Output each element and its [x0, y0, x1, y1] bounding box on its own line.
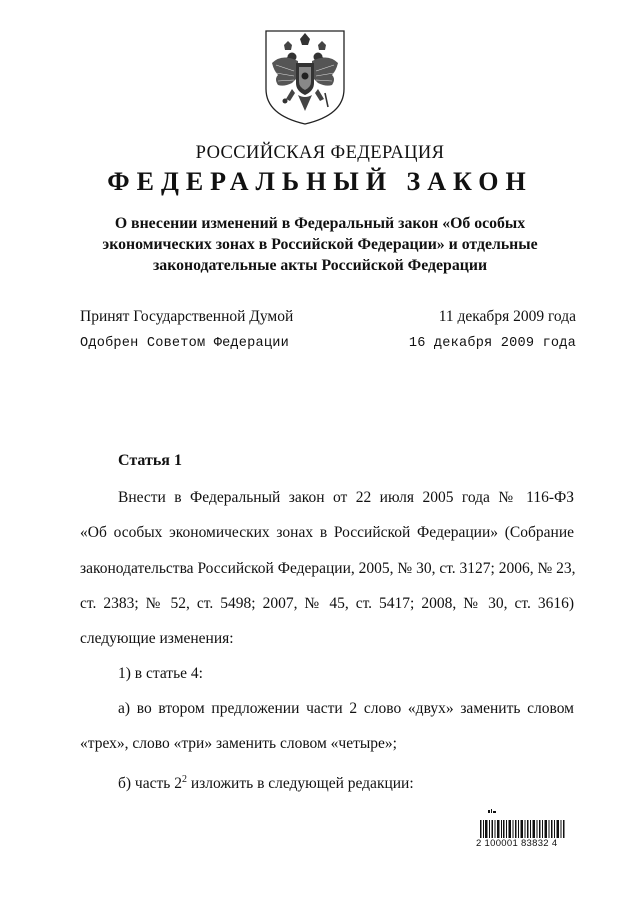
article-intro-paragraph [80, 480, 574, 656]
law-title-line: О внесении изменений в Федеральный закон «Об особых [114, 215, 526, 232]
article-heading: Статья 1 [118, 452, 182, 469]
item-a [80, 691, 574, 762]
approval-council-date: 16 декабря 2009 года [408, 336, 576, 351]
country-name: РОССИЙСКАЯ ФЕДЕРАЦИЯ [195, 143, 445, 163]
law-title-line: законодательные акты Российской Федерации [152, 257, 488, 274]
law-title [100, 213, 540, 276]
item-1-text: 1) в статье 4: [118, 665, 203, 682]
adoption-duma-label: Принят Государственной Думой [80, 308, 294, 325]
coat-of-arms-emblem [262, 27, 348, 127]
approval-council-row [80, 336, 576, 356]
item-a-line: а) во втором предложении части 2 слово «двух» заменить словом [118, 700, 574, 717]
paragraph-line: Внести в Федеральный закон от 22 июля 2005 года № 116-ФЗ [118, 489, 574, 506]
paragraph-line: следующие изменения: [80, 630, 234, 648]
adoption-duma-date: 11 декабря 2009 года [438, 308, 576, 325]
item-b-suffix: изложить в следующей редакции: [186, 775, 414, 793]
approval-council-label: Одобрен Советом Федерации [80, 336, 289, 351]
item-b-line [80, 762, 574, 797]
paragraph-line: законодательства Российской Федерации, 2005, № 30, ст. 3127; 2006, № 23, [80, 559, 576, 577]
item-b-prefix: б) часть 2 [118, 775, 182, 793]
law-title-line: экономических зонах в Российской Федерации» и отдельные [102, 236, 538, 253]
item-a-line: «трех», слово «три» заменить словом «четыре»; [80, 735, 397, 753]
item-b-superscript: 2 [181, 774, 187, 785]
item-b [80, 762, 574, 797]
paragraph-line: ст. 2383; № 52, ст. 5498; 2007, № 45, ст. 5417; 2008, № 30, ст. 3616) [80, 594, 574, 612]
law-type-heading: ФЕДЕРАЛЬНЫЙ ЗАКОН [107, 167, 533, 196]
adoption-duma-row [80, 308, 576, 328]
paragraph-line: «Об особых экономических зонах в Российской Федерации» (Собрание [80, 524, 574, 542]
barcode-digits: 2 100001 83832 4 [476, 838, 558, 849]
item-1 [80, 656, 574, 691]
